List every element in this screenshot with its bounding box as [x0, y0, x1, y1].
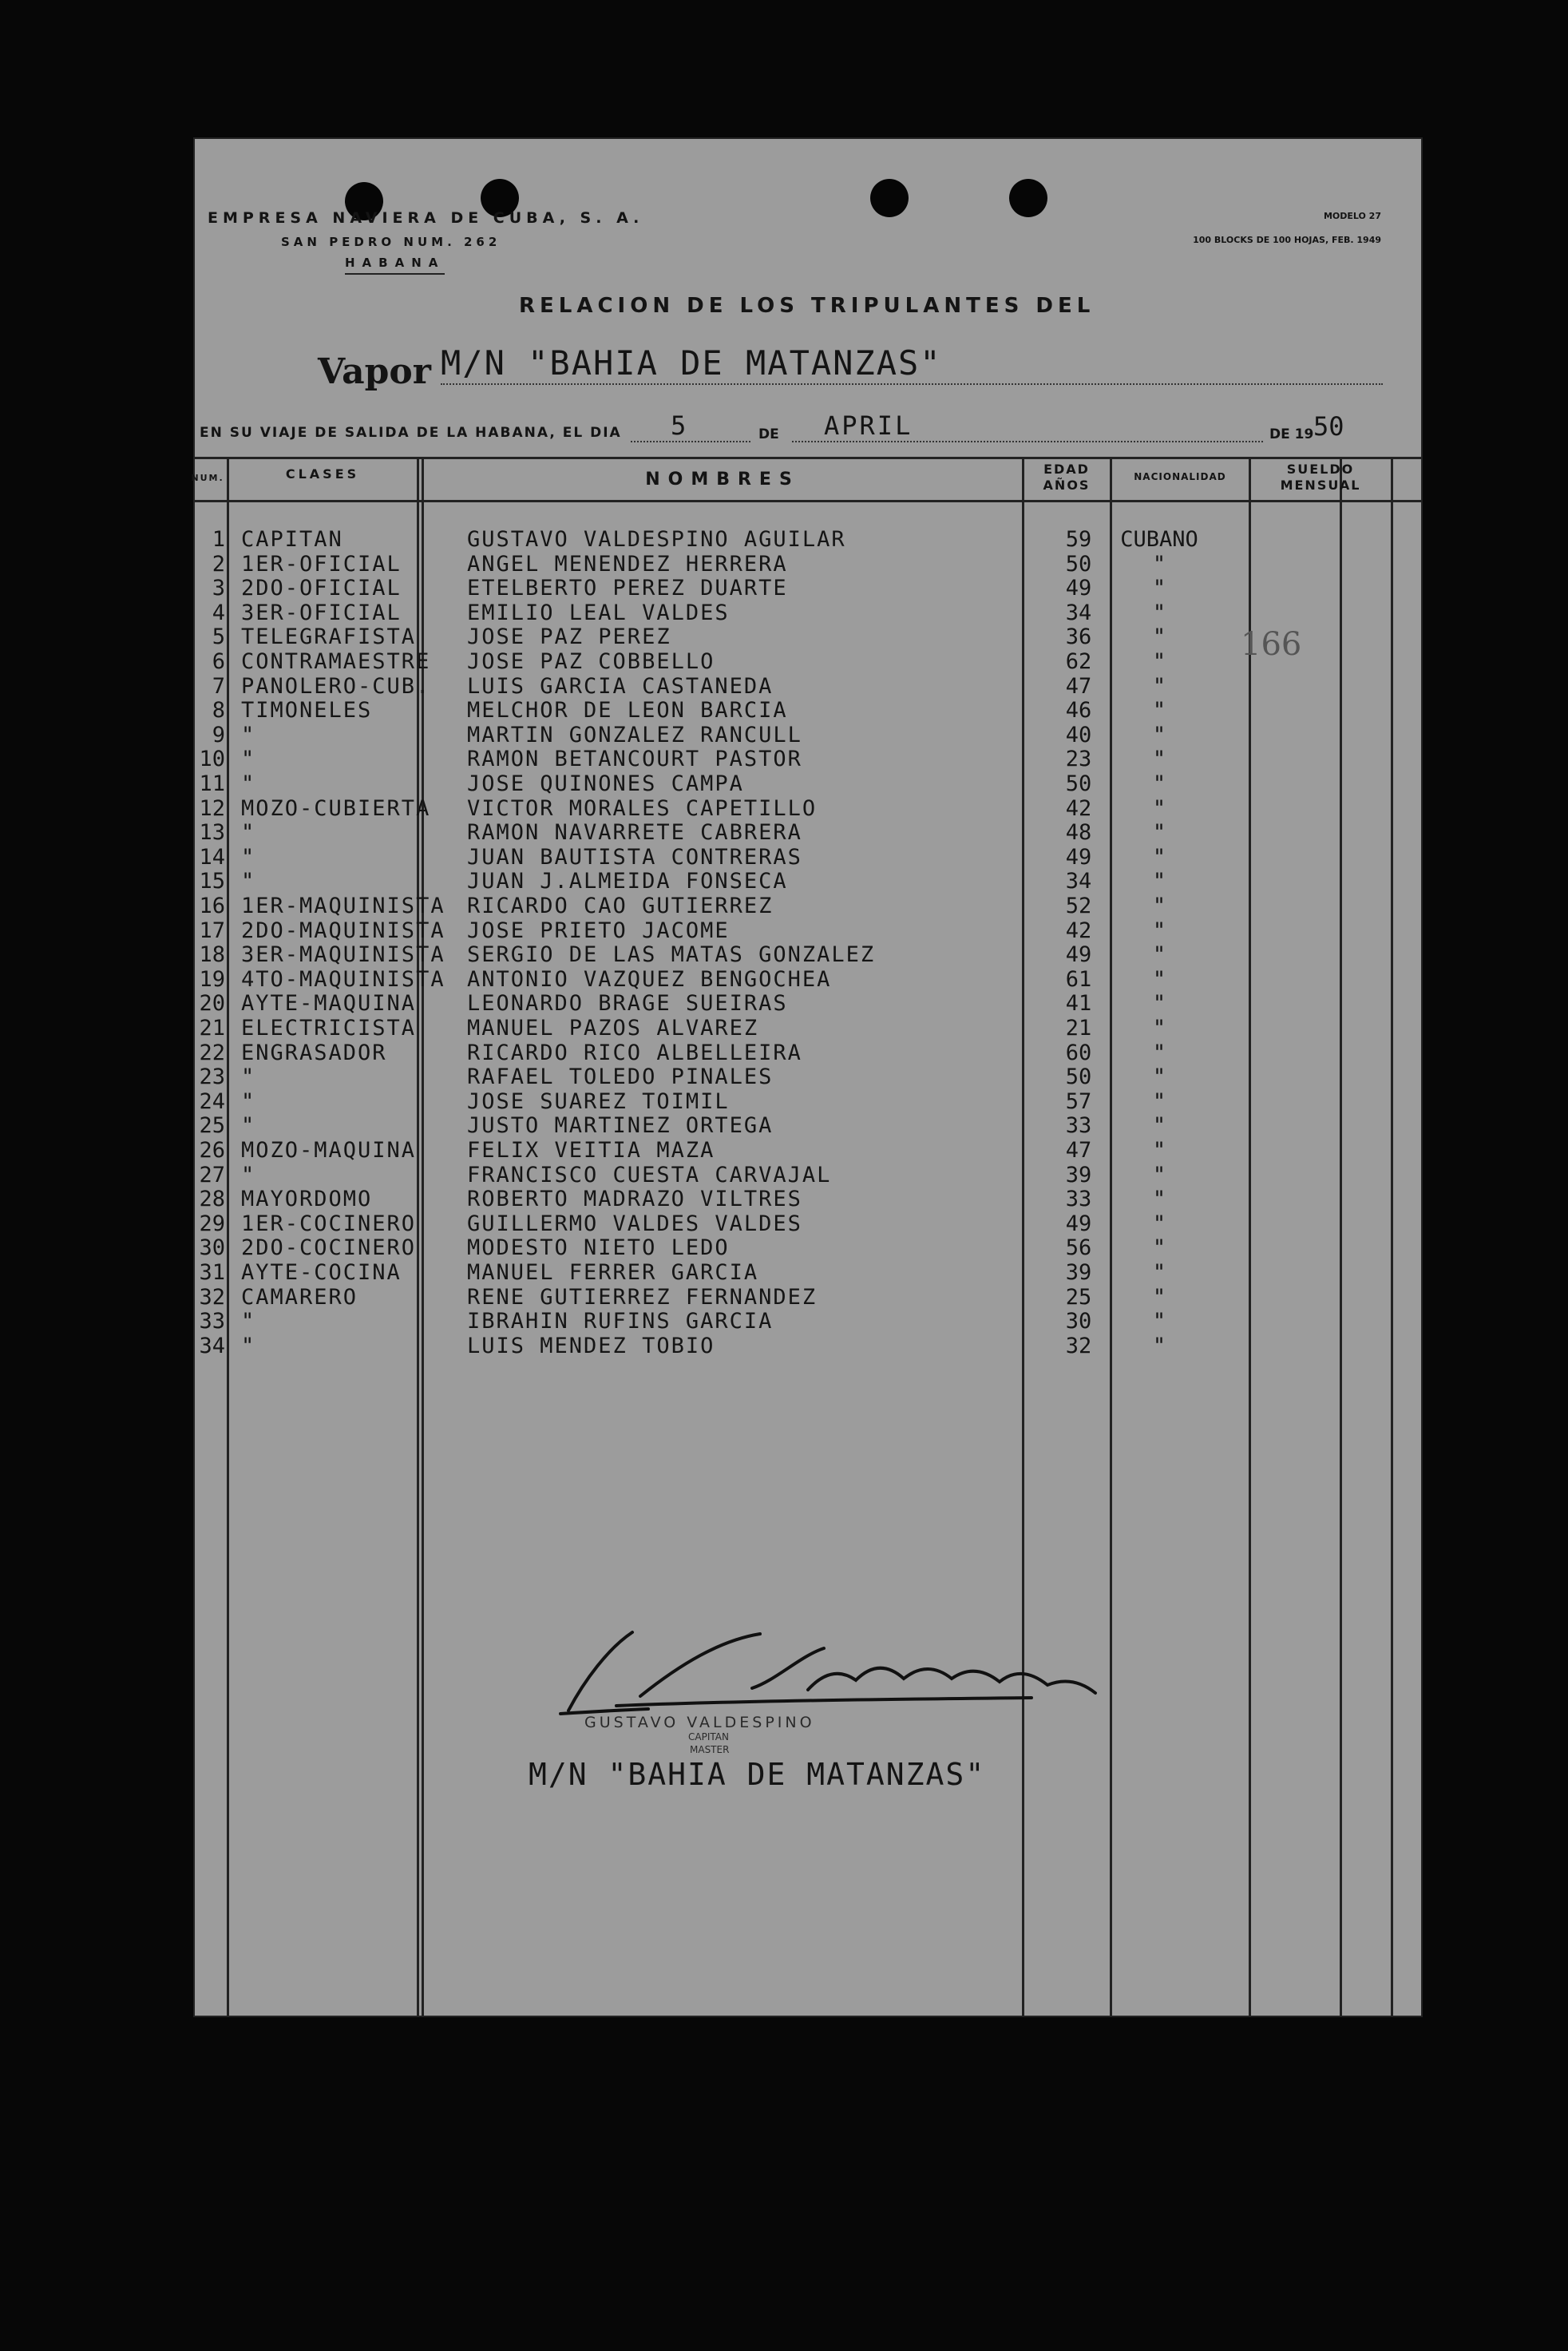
row-clase: "	[241, 1113, 256, 1139]
row-edad: 36	[1065, 624, 1092, 650]
column-rule	[227, 457, 229, 2017]
row-clase: 3ER-MAQUINISTA	[241, 942, 445, 968]
row-nacionalidad: "	[1152, 1113, 1166, 1139]
row-clase: ELECTRICISTA	[241, 1016, 417, 1041]
row-nombre: RICARDO RICO ALBELLEIRA	[467, 1040, 802, 1065]
row-nacionalidad: "	[1152, 1162, 1166, 1187]
row-number: 30	[199, 1235, 225, 1261]
dotted-line	[631, 441, 750, 442]
row-edad: 23	[1065, 747, 1092, 772]
ship-name: M/N "BAHIA DE MATANZAS"	[441, 343, 942, 383]
row-clase: AYTE-COCINA	[241, 1260, 402, 1285]
row-edad: 32	[1065, 1333, 1092, 1358]
row-nacionalidad: "	[1152, 1309, 1166, 1334]
col-header-nacionalidad: NACIONALIDAD	[1134, 471, 1226, 482]
row-number: 4	[212, 600, 225, 625]
year-label: DE 19	[1269, 426, 1314, 442]
column-rule	[1391, 457, 1393, 2017]
row-nacionalidad: "	[1152, 1187, 1166, 1212]
captain-signature	[537, 1616, 1143, 1720]
row-nacionalidad: "	[1152, 844, 1166, 870]
row-nacionalidad: "	[1152, 1088, 1166, 1114]
row-nacionalidad: "	[1152, 771, 1166, 796]
row-number: 5	[212, 624, 225, 650]
row-nombre: FELIX VEITIA MAZA	[467, 1138, 715, 1163]
voyage-day: 5	[671, 410, 687, 441]
row-nacionalidad: "	[1152, 1040, 1166, 1065]
row-edad: 25	[1065, 1284, 1092, 1310]
row-edad: 48	[1065, 820, 1092, 846]
row-nombre: ANGEL MENENDEZ HERRERA	[467, 551, 788, 577]
row-nacionalidad: "	[1152, 600, 1166, 625]
row-clase: CAPITAN	[241, 527, 343, 552]
col-header-num: NUM.	[191, 473, 224, 483]
row-nacionalidad: "	[1152, 918, 1166, 943]
row-edad: 33	[1065, 1187, 1092, 1212]
crew-list-document	[193, 137, 1423, 2017]
row-nombre: GUSTAVO VALDESPINO AGUILAR	[467, 527, 846, 552]
row-edad: 40	[1065, 722, 1092, 747]
row-nacionalidad: "	[1152, 576, 1166, 601]
row-clase: 1ER-MAQUINISTA	[241, 894, 445, 918]
row-clase: CONTRAMAESTRE	[241, 649, 431, 674]
row-edad: 50	[1065, 771, 1092, 796]
row-nombre: IBRAHIN RUFINS GARCIA	[467, 1309, 774, 1334]
row-nacionalidad: "	[1152, 966, 1166, 992]
row-clase: "	[241, 1333, 256, 1358]
row-edad: 61	[1065, 966, 1092, 992]
row-nombre: LEONARDO BRAGE SUEIRAS	[467, 991, 788, 1017]
row-edad: 21	[1065, 1016, 1092, 1041]
vapor-label: Vapor	[318, 351, 431, 392]
row-nombre: MARTIN GONZALEZ RANCULL	[467, 722, 802, 747]
row-edad: 42	[1065, 795, 1092, 821]
row-nacionalidad: "	[1152, 1284, 1166, 1310]
row-edad: 62	[1065, 649, 1092, 674]
row-number: 10	[199, 747, 225, 772]
row-nacionalidad: "	[1152, 1260, 1166, 1285]
row-edad: 59	[1065, 527, 1092, 552]
row-edad: 49	[1065, 1211, 1092, 1236]
row-clase: "	[241, 722, 256, 747]
row-nacionalidad: "	[1152, 1138, 1166, 1163]
row-nacionalidad: "	[1152, 942, 1166, 968]
row-clase: PANOLERO-CUB.	[241, 673, 431, 699]
row-edad: 49	[1065, 576, 1092, 601]
row-nombre: VICTOR MORALES CAPETILLO	[467, 795, 818, 821]
row-edad: 49	[1065, 844, 1092, 870]
row-clase: "	[241, 1088, 256, 1114]
row-nombre: RICARDO CAO GUTIERREZ	[467, 894, 774, 918]
row-edad: 50	[1065, 1064, 1092, 1090]
column-rule	[1340, 457, 1342, 2017]
row-nacionalidad: "	[1152, 551, 1166, 577]
col-header-clases: CLASES	[285, 466, 360, 482]
row-clase: 1ER-COCINERO	[241, 1211, 417, 1236]
row-clase: 2DO-OFICIAL	[241, 576, 402, 601]
row-edad: 49	[1065, 942, 1092, 968]
row-nombre: JOSE PAZ COBBELLO	[467, 649, 715, 674]
row-nombre: LUIS GARCIA CASTANEDA	[467, 673, 774, 699]
row-nacionalidad: "	[1152, 1211, 1166, 1236]
row-nombre: FRANCISCO CUESTA CARVAJAL	[467, 1162, 832, 1187]
row-clase: "	[241, 1162, 256, 1187]
row-nombre: MODESTO NIETO LEDO	[467, 1235, 730, 1261]
row-number: 22	[199, 1040, 225, 1065]
row-edad: 52	[1065, 894, 1092, 918]
row-number: 3	[212, 576, 225, 601]
row-nombre: JOSE PAZ PEREZ	[467, 624, 671, 650]
row-nacionalidad: "	[1152, 1235, 1166, 1261]
row-nacionalidad: "	[1152, 1016, 1166, 1041]
row-nombre: MANUEL PAZOS ALVAREZ	[467, 1016, 759, 1041]
row-nacionalidad: "	[1152, 1064, 1166, 1090]
row-number: 32	[199, 1284, 225, 1310]
row-number: 25	[199, 1113, 225, 1139]
row-nacionalidad: "	[1152, 869, 1166, 894]
row-nombre: ANTONIO VAZQUEZ BENGOCHEA	[467, 966, 832, 992]
row-clase: CAMARERO	[241, 1284, 358, 1310]
row-nombre: JOSE PRIETO JACOME	[467, 918, 730, 943]
col-header-nombres: NOMBRES	[645, 470, 800, 490]
row-nombre: JUAN J.ALMEIDA FONSECA	[467, 869, 788, 894]
row-clase: "	[241, 771, 256, 796]
row-nacionalidad: "	[1152, 1333, 1166, 1358]
row-nacionalidad: "	[1152, 894, 1166, 918]
row-clase: AYTE-MAQUINA	[241, 991, 417, 1017]
row-nacionalidad: "	[1152, 991, 1166, 1017]
stamp-number: 166	[1241, 626, 1302, 663]
row-clase: TELEGRAFISTA	[241, 624, 417, 650]
row-edad: 30	[1065, 1309, 1092, 1334]
punch-hole	[870, 179, 909, 217]
signer-title-en: MASTER	[690, 1744, 730, 1755]
row-nombre: ETELBERTO PEREZ DUARTE	[467, 576, 788, 601]
col-header-mensual: MENSUAL	[1280, 478, 1361, 493]
row-clase: 1ER-OFICIAL	[241, 551, 402, 577]
row-nacionalidad: "	[1152, 624, 1166, 650]
row-nacionalidad: "	[1152, 722, 1166, 747]
voyage-year: 50	[1313, 411, 1344, 442]
row-nombre: JOSE QUINONES CAMPA	[467, 771, 744, 796]
row-nombre: JUAN BAUTISTA CONTRERAS	[467, 844, 802, 870]
row-nombre: JUSTO MARTINEZ ORTEGA	[467, 1113, 774, 1139]
row-clase: TIMONELES	[241, 698, 373, 724]
row-number: 13	[199, 820, 225, 846]
row-clase: "	[241, 820, 256, 846]
row-clase: 3ER-OFICIAL	[241, 600, 402, 625]
company-address: SAN PEDRO NUM. 262	[281, 235, 501, 249]
row-number: 20	[199, 991, 225, 1017]
voyage-month: APRIL	[824, 410, 913, 441]
row-edad: 50	[1065, 551, 1092, 577]
row-edad: 46	[1065, 698, 1092, 724]
row-edad: 56	[1065, 1235, 1092, 1261]
row-number: 29	[199, 1211, 225, 1236]
row-number: 24	[199, 1088, 225, 1114]
row-clase: 4TO-MAQUINISTA	[241, 966, 445, 992]
row-clase: ENGRASADOR	[241, 1040, 387, 1065]
row-edad: 57	[1065, 1088, 1092, 1114]
row-clase: "	[241, 844, 256, 870]
punch-hole	[1009, 179, 1047, 217]
signer-name: GUSTAVO VALDESPINO	[584, 1714, 815, 1731]
row-edad: 47	[1065, 673, 1092, 699]
row-clase: "	[241, 747, 256, 772]
row-number: 6	[212, 649, 225, 674]
column-rule	[1022, 457, 1024, 2017]
column-rule	[1249, 457, 1251, 2017]
row-edad: 33	[1065, 1113, 1092, 1139]
row-nombre: EMILIO LEAL VALDES	[467, 600, 730, 625]
row-number: 9	[212, 722, 225, 747]
row-number: 12	[199, 795, 225, 821]
row-number: 1	[212, 527, 225, 552]
row-nombre: RAMON BETANCOURT PASTOR	[467, 747, 802, 772]
col-header-edad: EDAD	[1043, 462, 1090, 477]
row-nombre: JOSE SUAREZ TOIMIL	[467, 1088, 730, 1114]
row-edad: 39	[1065, 1260, 1092, 1285]
row-number: 27	[199, 1162, 225, 1187]
row-number: 17	[199, 918, 225, 943]
row-number: 15	[199, 869, 225, 894]
row-nacionalidad: CUBANO	[1120, 527, 1198, 552]
row-clase: MOZO-MAQUINA	[241, 1138, 417, 1163]
row-number: 11	[199, 771, 225, 796]
row-nacionalidad: "	[1152, 698, 1166, 724]
row-number: 31	[199, 1260, 225, 1285]
row-nacionalidad: "	[1152, 820, 1166, 846]
row-clase: "	[241, 869, 256, 894]
row-nombre: LUIS MENDEZ TOBIO	[467, 1333, 715, 1358]
row-nombre: RENE GUTIERREZ FERNANDEZ	[467, 1284, 818, 1310]
row-edad: 42	[1065, 918, 1092, 943]
row-number: 26	[199, 1138, 225, 1163]
col-header-anos: AÑOS	[1043, 478, 1091, 493]
row-clase: "	[241, 1309, 256, 1334]
row-nombre: MANUEL FERRER GARCIA	[467, 1260, 759, 1285]
row-clase: MOZO-CUBIERTA	[241, 795, 431, 821]
row-number: 18	[199, 942, 225, 968]
company-city: HABANA	[345, 256, 445, 275]
row-edad: 47	[1065, 1138, 1092, 1163]
row-number: 21	[199, 1016, 225, 1041]
row-nacionalidad: "	[1152, 795, 1166, 821]
row-number: 8	[212, 698, 225, 724]
row-clase: 2DO-COCINERO	[241, 1235, 417, 1261]
row-nacionalidad: "	[1152, 649, 1166, 674]
row-nacionalidad: "	[1152, 747, 1166, 772]
table-rule	[193, 457, 1423, 459]
form-model: MODELO 27	[1323, 211, 1381, 221]
row-edad: 60	[1065, 1040, 1092, 1065]
col-header-sueldo: SUELDO	[1286, 462, 1355, 477]
row-nombre: RAMON NAVARRETE CABRERA	[467, 820, 802, 846]
row-clase: MAYORDOMO	[241, 1187, 373, 1212]
row-nombre: SERGIO DE LAS MATAS GONZALEZ	[467, 942, 876, 968]
row-nombre: ROBERTO MADRAZO VILTRES	[467, 1187, 802, 1212]
row-nombre: RAFAEL TOLEDO PINALES	[467, 1064, 774, 1090]
row-nombre: GUILLERMO VALDES VALDES	[467, 1211, 802, 1236]
row-clase: "	[241, 1064, 256, 1090]
row-number: 28	[199, 1187, 225, 1212]
row-number: 33	[199, 1309, 225, 1334]
row-nombre: MELCHOR DE LEON BARCIA	[467, 698, 788, 724]
row-number: 23	[199, 1064, 225, 1090]
row-edad: 39	[1065, 1162, 1092, 1187]
row-number: 14	[199, 844, 225, 870]
form-blocks: 100 BLOCKS DE 100 HOJAS, FEB. 1949	[1193, 235, 1381, 245]
row-number: 19	[199, 966, 225, 992]
row-number: 16	[199, 894, 225, 918]
document-title: RELACION DE LOS TRIPULANTES DEL	[519, 294, 1095, 318]
row-number: 34	[199, 1333, 225, 1358]
row-number: 7	[212, 673, 225, 699]
signer-title: CAPITAN	[688, 1731, 729, 1742]
voyage-label: EN SU VIAJE DE SALIDA DE LA HABANA, EL DIA	[200, 425, 622, 441]
company-name: EMPRESA NAVIERA DE CUBA, S. A.	[208, 209, 644, 227]
row-edad: 34	[1065, 600, 1092, 625]
de-label: DE	[758, 426, 779, 442]
row-edad: 41	[1065, 991, 1092, 1017]
dotted-line	[441, 383, 1383, 385]
table-rule	[193, 500, 1423, 502]
dotted-line	[792, 441, 1263, 442]
row-number: 2	[212, 551, 225, 577]
row-edad: 34	[1065, 869, 1092, 894]
row-nacionalidad: "	[1152, 673, 1166, 699]
footer-ship-name: M/N "BAHIA DE MATANZAS"	[529, 1757, 986, 1792]
row-clase: 2DO-MAQUINISTA	[241, 918, 445, 943]
